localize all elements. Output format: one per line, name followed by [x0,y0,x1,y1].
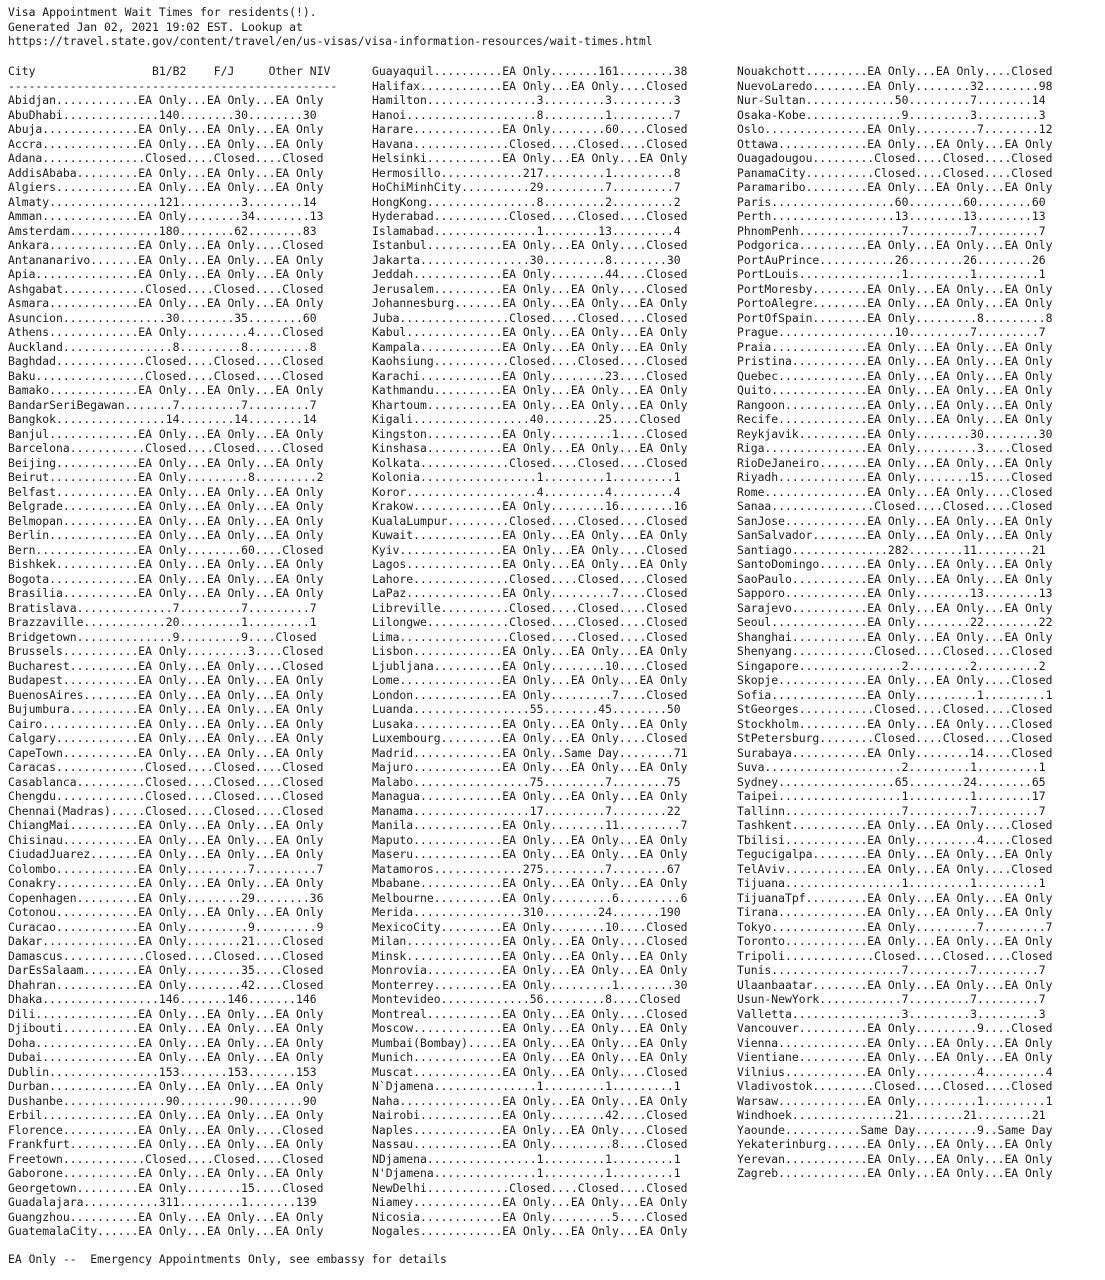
table-row: StPetersburg........Closed....Closed....Closed [737,731,1053,745]
legend-note: EA Only -- Emergency Appointments Only, see embassy for details [8,1252,447,1266]
table-row: Montreal...........EA Only...EA Only....Closed [372,1006,688,1021]
table-row: Dublin................153.......153.......153 [8,1064,317,1079]
table-row: Recife.............EA Only...EA Only...EA Only [737,412,1053,426]
table-row: Nicosia............EA Only.........5....Closed [372,1209,688,1224]
table-row: Sarajevo...........EA Only...EA Only...EA Only [737,600,1053,615]
table-row: Kathmandu..........EA Only...EA Only...EA Only [372,383,688,397]
table-row: Barcelona...........Closed....Closed....Closed [8,441,324,455]
table-row: Kyiv...............EA Only...EA Only....Closed [372,542,688,557]
table-row: Juba................Closed....Closed....Closed [372,310,688,325]
table-row: Vientiane..........EA Only...EA Only...EA Only [737,1050,1053,1064]
table-row: Ottawa.............EA Only...EA Only...EA Only [737,136,1053,151]
table-row: Windhoek...............21........21........21 [737,1108,1046,1122]
table-row: Kabul..............EA Only...EA Only...EA Only [372,325,688,339]
table-row: Yaounde...........Same Day.........9..Same Day [737,1122,1053,1137]
table-row: RioDeJaneiro.......EA Only...EA Only...EA Only [737,455,1053,470]
table-row: NDjamena................1.........1.........1 [372,1151,681,1166]
table-row: Prague.................10.........7.........7 [737,325,1046,339]
table-row: Sapporo............EA Only........13........13 [737,586,1053,600]
table-row: Oslo...............EA Only.........7........12 [737,122,1053,136]
table-row: BandarSeriBegawan.......7.........7.........7 [8,397,317,412]
table-row: StGeorges...........Closed....Closed....Closed [737,702,1053,716]
table-row: SantoDomingo.......EA Only...EA Only...EA Only [737,557,1053,571]
table-row: Seoul..............EA Only........22........22 [737,615,1053,629]
table-row: Budapest...........EA Only...EA Only...EA Only [8,673,324,687]
table-row: Luxembourg.........EA Only...EA Only....Closed [372,731,688,745]
table-row: Kolonia.................1.........1.........1 [372,470,681,484]
table-row: Lisbon.............EA Only...EA Only...EA Only [372,644,688,658]
table-row: GuatemalaCity......EA Only...EA Only...EA Only [8,1224,324,1238]
table-row: Ouagadougou.........Closed....Closed....Closed [737,151,1053,165]
table-row: PortAuPrince...........26........26........26 [737,252,1046,267]
table-row: Istanbul...........EA Only...EA Only....Closed [372,238,688,252]
table-row: Santiago..............282........11........21 [737,542,1046,557]
table-row: Tashkent...........EA Only...EA Only....Closed [737,818,1053,832]
table-row: Maputo.............EA Only...EA Only...EA Only [372,832,688,847]
table-row: Freetown............Closed....Closed....Closed [8,1151,324,1166]
table-row: Stockholm..........EA Only...EA Only....Closed [737,716,1053,731]
table-row: Guangzhou..........EA Only...EA Only...EA Only [8,1209,324,1224]
table-row: Sofia..............EA Only.........1.........1 [737,687,1053,702]
table-row: Paris..................60........60........60 [737,194,1046,209]
table-row: Cairo..............EA Only...EA Only...EA Only [8,716,324,731]
table-row: PortoAlegre........EA Only...EA Only...EA Only [737,296,1053,310]
table-row: Quebec.............EA Only...EA Only...EA Only [737,368,1053,383]
table-row: Mumbai(Bombay).....EA Only...EA Only...EA Only [372,1035,688,1050]
table-row: Nassau.............EA Only.........8....Closed [372,1137,688,1151]
table-row: Manama.................17.........7........22 [372,803,681,818]
column-divider: ------------------------------------------------ [8,78,338,93]
table-row: Tokyo..............EA Only.........7.........7 [737,919,1053,934]
table-row: Harare.............EA Only........60....Closed [372,122,688,136]
table-row: Ulaanbaatar........EA Only...EA Only...EA Only [737,977,1053,992]
table-row: Nouakchott.........EA Only...EA Only....Closed [737,64,1053,78]
table-row: Accra..............EA Only...EA Only...EA Only [8,136,324,151]
table-row: Tripoli.............Closed....Closed....Closed [737,948,1053,963]
table-row: Mbabane............EA Only...EA Only...EA Only [372,876,688,890]
table-row: Osaka-Kobe..............9.........3.........3 [737,107,1046,122]
table-row: Dhaka.................146.......146.......146 [8,992,317,1006]
table-row: Beijing............EA Only...EA Only...EA Only [8,455,324,470]
table-row: SanJose............EA Only...EA Only...EA Only [737,513,1053,528]
table-row: MexicoCity.........EA Only........10....Closed [372,919,688,934]
column-heading: City B1/B2 F/J Other NIV [8,64,331,78]
table-row: Manila.............EA Only........11.........7 [372,818,688,832]
table-row: Ankara.............EA Only...EA Only....Closed [8,238,324,252]
table-row: Abidjan............EA Only...EA Only...EA Only [8,93,324,107]
table-row: Jeddah.............EA Only........44....Closed [372,267,688,281]
table-row: Frankfurt..........EA Only...EA Only...EA Only [8,1137,324,1151]
table-row: Auckland................8.........8.........8 [8,339,317,354]
table-row: Tbilisi............EA Only.........4....Closed [737,832,1053,847]
table-row: Niamey.............EA Only...EA Only...EA Only [372,1195,688,1209]
table-row: Naha...............EA Only...EA Only...EA Only [372,1093,688,1108]
table-row: Shanghai...........EA Only...EA Only...EA Only [737,629,1053,644]
table-row: Minsk..............EA Only...EA Only...EA Only [372,948,688,963]
table-row: Bishkek............EA Only...EA Only...EA Only [8,557,324,571]
table-row: Chengdu.............Closed....Closed....Closed [8,789,324,803]
table-row: Casablanca..........Closed....Closed....Closed [8,774,324,789]
table-row: Yekaterinburg......EA Only...EA Only...EA Only [737,1137,1053,1151]
table-row: Bratislava..............7.........7.........7 [8,600,317,615]
table-row: Tirana.............EA Only...EA Only...EA Only [737,905,1053,919]
table-row: CapeTown...........EA Only...EA Only...EA Only [8,745,324,760]
table-row: Shenyang............Closed....Closed....Closed [737,644,1053,658]
table-row: Caracas.............Closed....Closed....Closed [8,760,324,774]
table-row: Erbil..............EA Only...EA Only...EA Only [8,1108,324,1122]
table-row: PortOfSpain........EA Only.........8.........8 [737,310,1053,325]
table-row: Vancouver..........EA Only.........9....Closed [737,1021,1053,1035]
table-row: Brussels...........EA Only.........3....Closed [8,644,324,658]
table-row: Dubai..............EA Only...EA Only...EA Only [8,1050,324,1064]
table-row: Asuncion...............30........35........60 [8,310,317,325]
table-row: Monterrey..........EA Only.........1........30 [372,977,688,992]
table-row: Munich.............EA Only...EA Only...EA Only [372,1050,688,1064]
table-row: Helsinki...........EA Only...EA Only...EA Only [372,151,688,165]
table-row: ChiangMai..........EA Only...EA Only...EA Only [8,818,324,832]
table-row: London.............EA Only.........7....Closed [372,687,688,702]
table-row: Calgary............EA Only...EA Only...EA Only [8,731,324,745]
table-row: Belmopan...........EA Only...EA Only...EA Only [8,513,324,528]
table-row: Asmara.............EA Only...EA Only...EA Only [8,296,324,310]
table-row: Kingston...........EA Only.........1....Closed [372,426,688,441]
table-row: Bern...............EA Only........60....Closed [8,542,324,557]
table-row: Bangkok................14........14........14 [8,412,317,426]
table-row: Cotonou............EA Only...EA Only...EA Only [8,905,324,919]
table-row: Zagreb.............EA Only...EA Only...EA Only [737,1166,1053,1180]
table-row: Majuro.............EA Only...EA Only...EA Only [372,760,688,774]
table-row: Muscat.............EA Only...EA Only....Closed [372,1064,688,1079]
table-row: Malabo.................75.........7........75 [372,774,681,789]
table-row: Amman..............EA Only........34........13 [8,209,324,223]
table-row: Lilongwe............Closed....Closed....Closed [372,615,688,629]
table-row: Hyderabad...........Closed....Closed....Closed [372,209,688,223]
table-row: Adana...............Closed....Closed....Closed [8,151,324,165]
table-row: Dili...............EA Only...EA Only...EA Only [8,1006,324,1021]
table-row: Copenhagen.........EA Only........29........36 [8,890,324,905]
column-1 [8,64,337,1239]
table-row: Belfast............EA Only...EA Only...EA Only [8,484,324,499]
table-row: Libreville..........Closed....Closed....Closed [372,600,688,615]
table-row: Warsaw.............EA Only.........1.........1 [737,1093,1053,1108]
table-row: Algiers............EA Only...EA Only...EA Only [8,180,324,194]
table-row: Guadalajara...........311.........1.......139 [8,1195,317,1209]
table-row: Skopje.............EA Only...EA Only....Closed [737,673,1053,687]
table-row: PanamaCity..........Closed....Closed....Closed [737,165,1053,180]
table-row: Maseru.............EA Only...EA Only...EA Only [372,847,688,861]
table-row: Baku................Closed....Closed....Closed [8,368,324,383]
table-row: LaPaz..............EA Only.........7....Closed [372,586,688,600]
table-row: Lahore..............Closed....Closed....Closed [372,571,688,586]
table-row: PortLouis...............1.........1.........1 [737,267,1046,281]
table-row: Colombo............EA Only.........7.........7 [8,861,324,876]
table-row: Lima................Closed....Closed....Closed [372,629,688,644]
table-row: Chennai(Madras).....Closed....Closed....Closed [8,803,324,818]
table-row: HoChiMinhCity..........29.........7.........7 [372,180,681,194]
table-row: Lagos..............EA Only...EA Only...EA Only [372,557,688,571]
table-row: Valletta................3.........3.........3 [737,1006,1046,1021]
table-row: CiudadJuarez.......EA Only...EA Only...EA Only [8,847,324,861]
table-row: AbuDhabi..............140........30........30 [8,107,317,122]
table-row: Chisinau...........EA Only...EA Only...EA Only [8,832,324,847]
table-row: Luanda.................55........45........50 [372,702,681,716]
table-row: Islamabad...............1........13.........4 [372,223,681,238]
table-row: TelAviv............EA Only...EA Only....Closed [737,861,1053,876]
table-row: Bujumbura..........EA Only...EA Only...EA Only [8,702,324,716]
table-row: Montevideo.............56.........8....Closed [372,992,681,1006]
table-row: Matamoros.............275.........7........67 [372,861,681,876]
table-row: Bamako.............EA Only...EA Only...EA Only [8,383,324,397]
table-row: Kuwait.............EA Only...EA Only...EA Only [372,528,688,542]
table-row: Halifax............EA Only...EA Only....Closed [372,78,688,93]
table-row: Ljubljana..........EA Only........10....Closed [372,658,688,673]
table-row: Riyadh.............EA Only........15....Closed [737,470,1053,484]
report-title: Visa Appointment Wait Times for residents(!). [8,5,317,19]
table-row: Surabaya...........EA Only........14....Closed [737,745,1053,760]
table-row: Bogota.............EA Only...EA Only...EA Only [8,571,324,586]
table-row: Damascus............Closed....Closed....Closed [8,948,324,963]
table-row: Suva....................2.........1.........1 [737,760,1046,774]
table-row: Sydney.................65........24........65 [737,774,1046,789]
table-row: Lusaka.............EA Only...EA Only...EA Only [372,716,688,731]
table-row: Vladivostok.........Closed....Closed....Closed [737,1079,1053,1093]
table-row: Antananarivo.......EA Only...EA Only...EA Only [8,252,324,267]
table-row: KualaLumpur.........Closed....Closed....Closed [372,513,688,528]
column-3 [737,64,1052,1181]
table-row: Pristina...........EA Only...EA Only...EA Only [737,354,1053,368]
table-row: PortMoresby........EA Only...EA Only...EA Only [737,281,1053,296]
table-row: Kinshasa...........EA Only...EA Only...EA Only [372,441,688,455]
table-row: Yerevan............EA Only...EA Only...EA Only [737,1151,1053,1166]
table-row: SaoPaulo...........EA Only...EA Only...EA Only [737,571,1053,586]
table-row: Monrovia...........EA Only...EA Only...EA Only [372,963,688,977]
table-row: Karachi............EA Only........23....Closed [372,368,688,383]
table-row: Lome...............EA Only...EA Only...EA Only [372,673,688,687]
table-row: Johannesburg.......EA Only...EA Only...EA Only [372,296,688,310]
table-row: N`Djamena...............1.........1.........1 [372,1079,681,1093]
table-row: Merida................310........24.......190 [372,905,681,919]
source-url: https://travel.state.gov/content/travel/en/us-visas/visa-information-resources/wait-times.html [8,34,653,48]
table-row: Riga...............EA Only.........3....Closed [737,441,1053,455]
table-row: Khartoum...........EA Only...EA Only...EA Only [372,397,688,412]
table-row: Florence...........EA Only...EA Only....Closed [8,1122,324,1137]
table-row: Nogales............EA Only...EA Only...EA Only [372,1224,688,1238]
table-row: Taipei..................1.........1........17 [737,789,1046,803]
table-row: Havana..............Closed....Closed....Closed [372,136,688,151]
table-row: Nur-Sultan.............50.........7........14 [737,93,1046,107]
table-row: Ashgabat............Closed....Closed....Closed [8,281,324,296]
table-row: Djibouti...........EA Only...EA Only...EA Only [8,1021,324,1035]
table-row: DarEsSalaam........EA Only........35....Closed [8,963,324,977]
table-row: Tallinn.................7.........7.........7 [737,803,1046,818]
table-row: Conakry............EA Only...EA Only...EA Only [8,876,324,890]
table-row: Bridgetown..............9.........9....Closed [8,629,317,644]
table-row: Managua............EA Only...EA Only...EA Only [372,789,688,803]
table-row: Curacao............EA Only.........9.........9 [8,919,324,934]
table-row: Doha...............EA Only...EA Only...EA Only [8,1035,324,1050]
table-row: Rome...............EA Only...EA Only....Closed [737,484,1053,499]
table-row: Belgrade...........EA Only...EA Only...EA Only [8,499,324,513]
table-row: Dhahran............EA Only........42....Closed [8,977,324,992]
table-row: AddisAbaba.........EA Only...EA Only...EA Only [8,165,324,180]
table-row: Amsterdam.............180........62........83 [8,223,317,238]
table-row: Baghdad.............Closed....Closed....Closed [8,354,324,368]
table-row: NewDelhi............Closed....Closed....Closed [372,1180,688,1195]
table-row: Moscow.............EA Only...EA Only...EA Only [372,1021,688,1035]
table-row: Kampala............EA Only...EA Only...EA Only [372,339,688,354]
table-row: Bucharest..........EA Only...EA Only....Closed [8,658,324,673]
table-row: Apia...............EA Only...EA Only...EA Only [8,267,324,281]
table-row: SanSalvador........EA Only...EA Only...EA Only [737,528,1053,542]
table-row: Dakar..............EA Only........21....Closed [8,934,324,948]
table-row: Perth..................13........13........13 [737,209,1046,223]
table-row: Hermosillo............217.........1.........8 [372,165,681,180]
table-row: Rangoon............EA Only...EA Only...EA Only [737,397,1053,412]
table-row: Dushanbe...............90........90........90 [8,1093,317,1108]
table-row: Beirut.............EA Only.........8.........2 [8,470,324,484]
table-row: Naples.............EA Only...EA Only....Closed [372,1122,688,1137]
table-row: BuenosAires........EA Only...EA Only...EA Only [8,687,324,702]
table-row: Krakow.............EA Only........16........16 [372,499,688,513]
table-row: Brasilia...........EA Only...EA Only...EA Only [8,586,324,600]
table-row: Nairobi............EA Only........42....Closed [372,1108,688,1122]
table-row: Abuja..............EA Only...EA Only...EA Only [8,122,324,136]
table-row: Jakarta................30.........8........30 [372,252,681,267]
table-row: Tegucigalpa........EA Only...EA Only...EA Only [737,847,1053,861]
table-row: HongKong................8.........2.........2 [372,194,681,209]
table-row: Durban.............EA Only...EA Only...EA Only [8,1079,324,1093]
table-row: Tijuana.................1.........1.........1 [737,876,1046,890]
table-row: Banjul.............EA Only...EA Only...EA Only [8,426,324,441]
table-row: Koror...................4.........4.........4 [372,484,681,499]
generated-line: Generated Jan 02, 2021 19:02 EST. Lookup at [8,19,303,34]
table-row: Vienna.............EA Only...EA Only...EA Only [737,1035,1053,1050]
table-row: Almaty................121.........3........14 [8,194,317,209]
table-row: Melbourne..........EA Only.........6.........6 [372,890,688,905]
table-row: PhnomPenh...............7.........7.........7 [737,223,1046,238]
table-row: Jerusalem..........EA Only...EA Only....Closed [372,281,688,296]
column-2 [372,64,687,1239]
table-row: Tunis...................7.........7.........7 [737,963,1046,977]
table-row: Madrid.............EA Only..Same Day........71 [372,745,688,760]
table-row: Singapore...............2.........2.........2 [737,658,1046,673]
table-row: Kaohsiung...........Closed....Closed....Closed [372,354,688,368]
table-row: Guayaquil..........EA Only.......161........38 [372,64,688,78]
table-row: NuevoLaredo........EA Only........32........98 [737,78,1053,93]
table-row: Quito..............EA Only...EA Only...EA Only [737,383,1053,397]
table-row: Hamilton................3.........3.........3 [372,93,681,107]
table-row: Gaborone...........EA Only...EA Only...EA Only [8,1166,324,1180]
table-row: Kigali.................40........25....Closed [372,412,681,426]
table-row: Reykjavik..........EA Only........30........30 [737,426,1053,441]
table-row: Georgetown.........EA Only........15....Closed [8,1180,324,1195]
table-row: Hanoi...................8.........1.........7 [372,107,681,122]
table-row: Sanaa...............Closed....Closed....Closed [737,499,1053,513]
table-row: Brazzaville............20.........1.........1 [8,615,317,629]
table-row: N'Djamena...............1.........1.........1 [372,1166,681,1180]
table-row: Berlin.............EA Only...EA Only...EA Only [8,528,324,542]
table-row: Vilnius............EA Only.........4.........4 [737,1064,1053,1079]
table-row: Milan..............EA Only...EA Only....Closed [372,934,688,948]
table-row: Podgorica..........EA Only...EA Only...EA Only [737,238,1053,252]
table-row: Toronto............EA Only...EA Only...EA Only [737,934,1053,948]
table-row: Usun-NewYork............7.........7.........7 [737,992,1046,1006]
table-row: TijuanaTpf.........EA Only...EA Only...EA Only [737,890,1053,905]
table-row: Praia..............EA Only...EA Only...EA Only [737,339,1053,354]
report-header [8,5,653,49]
table-row: Athens.............EA Only.........4....Closed [8,325,324,339]
table-row: Paramaribo.........EA Only...EA Only...EA Only [737,180,1053,194]
table-row: Kolkata.............Closed....Closed....Closed [372,455,688,470]
